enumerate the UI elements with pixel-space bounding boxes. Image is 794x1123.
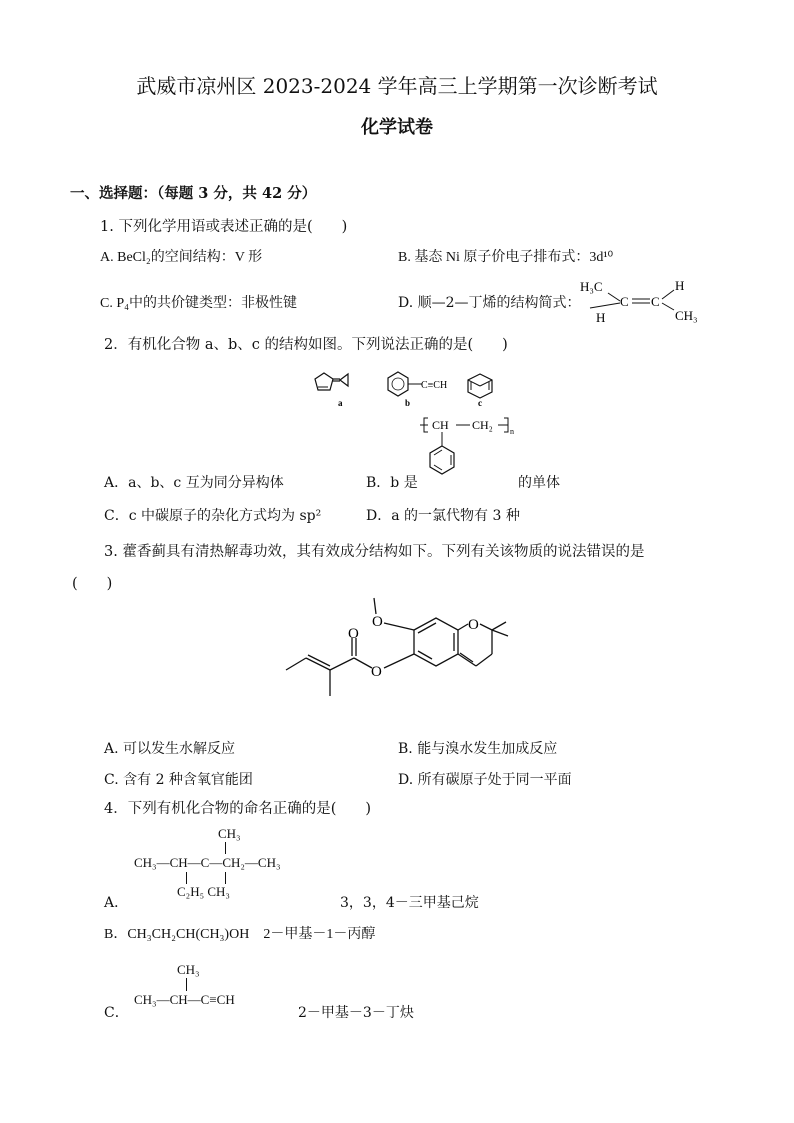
q4-option-a-name: 3，3，4－三甲基己烷: [340, 895, 479, 911]
polystyrene-structure: [418, 412, 528, 488]
struct-c1: C: [620, 294, 629, 309]
q4-option-b: B．CH₃CH₂CH(CH₃)OH 2－甲基－1－丙醇: [104, 927, 376, 942]
q1-option-d: D. 顺—2—丁烯的结构简式：: [398, 295, 581, 311]
q4c-bond-up: [186, 978, 187, 991]
q4c-main-chain: CH₃—CH—C≡CH: [134, 992, 235, 1007]
q4a-bond-down-2: [225, 872, 226, 884]
q1-option-c: C. P₄中的共价键类型：非极性键: [100, 296, 298, 311]
poly-n: n: [510, 427, 514, 436]
struct-c2: C: [651, 294, 660, 309]
q2-option-c: C．c 中碳原子的杂化方式均为 sp²: [104, 508, 322, 524]
atom-o-ring: O: [468, 617, 479, 633]
exam-subtitle: 化学试卷: [361, 117, 433, 138]
struct-ch3: CH₃: [675, 308, 698, 323]
poly-ch: CH: [432, 418, 449, 432]
q4-option-a-label: A．: [104, 895, 129, 911]
q1-option-b: B. 基态 Ni 原子价电子排布式：3d¹⁰: [398, 250, 614, 265]
cis-2-butene-structure: [578, 272, 708, 330]
q4a-bottom-groups: C₂H₅ CH₃: [177, 884, 230, 899]
q3-option-d: D. 所有碳原子处于同一平面: [398, 772, 572, 788]
q4a-top-ch3: CH₃: [218, 826, 241, 841]
label-a: a: [338, 398, 343, 408]
ageratochromene-ester-structure: [280, 592, 520, 708]
q2-option-b-part2: 的单体: [518, 475, 560, 491]
q3-option-c: C. 含有 2 种含氧官能团: [104, 772, 253, 788]
q3-stem-line2: ( ): [72, 576, 113, 592]
q3-stem-line1: 3. 藿香蓟具有清热解毒功效，其有效成分结构如下。下列有关该物质的说法错误的是: [104, 544, 645, 560]
label-b: b: [405, 398, 411, 408]
atom-o-carbonyl: O: [348, 626, 359, 642]
q2-option-d: D．a 的一氯代物有 3 种: [366, 508, 520, 524]
q4-stem: 4．下列有机化合物的命名正确的是( ): [104, 801, 372, 817]
struct-h-left: H: [596, 310, 606, 325]
section-heading: 一、选择题：（每题 3 分，共 42 分）: [70, 185, 317, 202]
q2-stem: 2．有机化合物 a、b、c 的结构如图。下列说法正确的是( ): [104, 337, 508, 353]
q1-option-a: A. BeCl₂的空间结构：V 形: [100, 250, 263, 265]
q1-stem: 1. 下列化学用语或表述正确的是( ): [100, 219, 348, 235]
label-b-alkyne: C≡CH: [421, 380, 448, 391]
q4a-main-chain: CH₃—CH—C—CH₂—CH₃: [134, 855, 281, 870]
atom-o-methoxy: O: [372, 614, 383, 630]
q3-option-a: A. 可以发生水解反应: [104, 741, 236, 757]
struct-h3c: H₃C: [580, 279, 603, 294]
label-c: c: [478, 398, 482, 408]
q4a-bond-up: [225, 842, 226, 854]
q4c-top-ch3: CH₃: [177, 962, 200, 977]
exam-title: 武威市凉州区 2023-2024 学年高三上学期第一次诊断考试: [136, 74, 658, 98]
q4-option-c-name: 2－甲基－3－丁炔: [298, 1005, 414, 1021]
q2-option-b-part1: B．b 是: [366, 475, 418, 491]
poly-ch2: CH₂: [472, 418, 493, 432]
q4a-bond-down-1: [186, 872, 187, 884]
q2-option-a: A．a、b、c 互为同分异构体: [104, 475, 284, 491]
struct-h-right: H: [675, 278, 685, 293]
q4-option-c-label: C．: [104, 1005, 129, 1021]
q3-option-b: B. 能与溴水发生加成反应: [398, 741, 558, 757]
atom-o-ester: O: [371, 664, 382, 680]
q2-structures-abc: [300, 362, 530, 410]
